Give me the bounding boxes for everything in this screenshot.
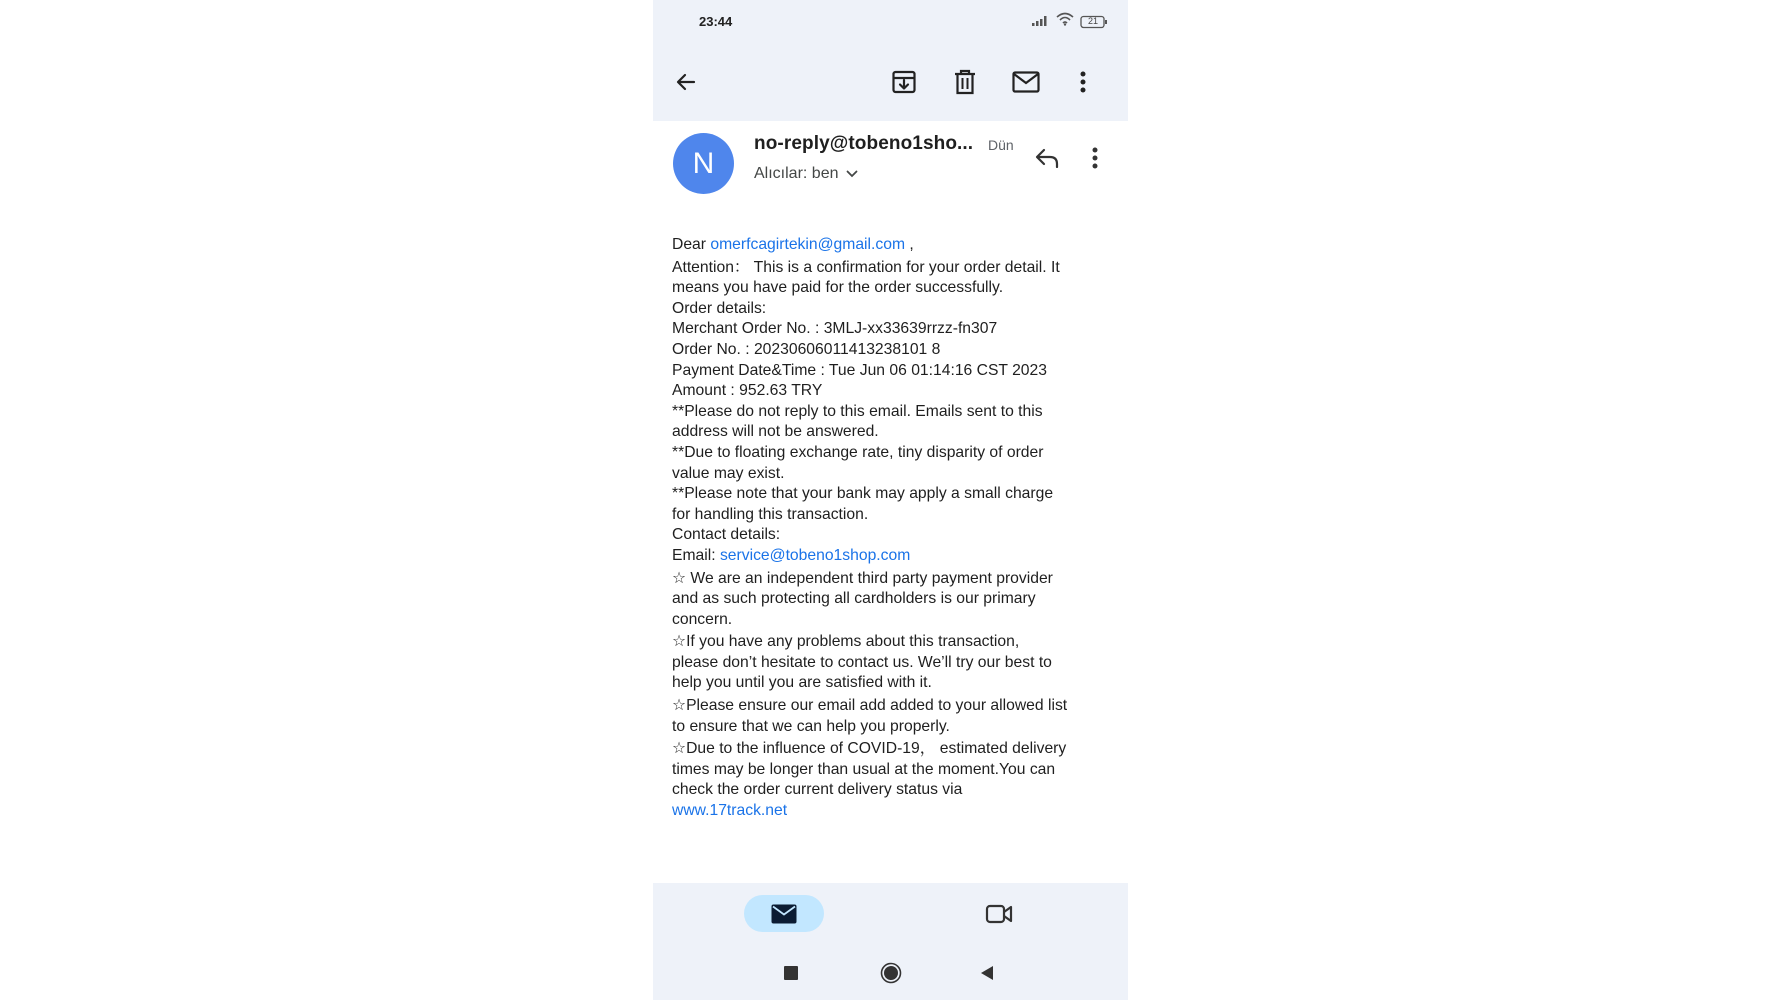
merchant-order-no: Merchant Order No. : 3MLJ-xx33639rrzz-fn307 xyxy=(672,320,998,338)
contact-email-line xyxy=(672,546,1117,567)
note-1a: **Please do not reply to this email. Emails sent to this xyxy=(672,402,1043,420)
reply-icon xyxy=(1035,148,1059,168)
greeting-prefix: Dear xyxy=(672,236,711,253)
star-1c: concern. xyxy=(672,610,733,628)
star-1a: ☆ We are an independent third party payment provider xyxy=(672,569,1053,587)
note-2b: value may exist. xyxy=(672,464,785,482)
status-icons xyxy=(1032,12,1108,31)
back-arrow-icon xyxy=(674,70,698,94)
contact-email-link[interactable]: service@tobeno1shop.com xyxy=(719,546,911,564)
more-options-button[interactable] xyxy=(1067,66,1099,98)
recipients-label: Alıcılar: ben xyxy=(754,165,839,182)
star-2a: ☆If you have any problems about this transaction, xyxy=(672,633,1020,651)
order-details-label: Order details: xyxy=(672,299,767,317)
star-1b: and as such protecting all cardholders is our primary xyxy=(672,590,1036,608)
phone-screen xyxy=(653,0,1128,1000)
star-4c: check the order current delivery status via xyxy=(672,781,963,799)
star-2b: please don’t hesitate to contact us. We’ll try our best to xyxy=(672,653,1052,671)
note-1b: address will not be answered. xyxy=(672,423,879,441)
more-vert-icon xyxy=(1079,70,1087,94)
payment-datetime: Payment Date&Time : Tue Jun 06 01:14:16 CST 2023 xyxy=(672,361,1047,379)
battery-icon xyxy=(1080,15,1108,29)
tracking-link[interactable]: www.17track.net xyxy=(672,802,788,820)
email-toolbar xyxy=(653,44,1128,121)
reply-button[interactable] xyxy=(1031,142,1063,174)
recent-apps-button[interactable] xyxy=(779,961,803,985)
note-3a: **Please note that your bank may apply a small charge xyxy=(672,485,1054,503)
star-3b: to ensure that we can help you properly. xyxy=(672,717,950,735)
back-icon xyxy=(980,965,994,981)
video-icon xyxy=(985,903,1013,925)
note-3b: for handling this transaction. xyxy=(672,505,869,523)
greeting-suffix: , xyxy=(905,236,914,253)
star-3a: ☆Please ensure our email add added to your allowed list xyxy=(672,697,1068,715)
contact-label: Contact details: xyxy=(672,526,781,544)
system-back-button[interactable] xyxy=(975,961,999,985)
status-bar xyxy=(653,0,1128,44)
status-time: 23:44 xyxy=(699,14,733,29)
archive-icon xyxy=(891,69,917,95)
avatar[interactable] xyxy=(673,133,734,194)
recipients-toggle[interactable] xyxy=(754,165,858,183)
wifi-icon xyxy=(1056,12,1074,31)
order-no: Order No. : 20230606011413238101 8 xyxy=(672,340,941,358)
attention-line-1: Attention： This is a confirmation for your order detail. It xyxy=(672,258,1060,276)
star-4b: times may be longer than usual at the moment.You can xyxy=(672,760,1056,778)
mark-unread-button[interactable] xyxy=(1010,66,1042,98)
email-label: Email: xyxy=(672,546,720,564)
message-more-button[interactable] xyxy=(1083,142,1107,174)
star-4a: ☆Due to the influence of COVID-19， estimated delivery xyxy=(672,740,1067,758)
back-button[interactable] xyxy=(670,66,702,98)
recipient-email-link[interactable]: omerfcagirtekin@gmail.com xyxy=(710,236,906,253)
bottom-nav xyxy=(653,883,1128,945)
star-2c: help you until you are satisfied with it. xyxy=(672,674,932,692)
battery-level: 21 xyxy=(1087,15,1098,26)
chevron-down-icon xyxy=(846,170,858,178)
email-date: Dün xyxy=(988,137,1014,153)
attention-line-2: means you have paid for the order successfully. xyxy=(672,279,1004,297)
avatar-letter: N xyxy=(692,146,715,180)
sender-name[interactable]: no-reply@tobeno1sho... xyxy=(754,133,974,154)
mail-icon xyxy=(1012,71,1040,93)
amount: Amount : 952.63 TRY xyxy=(672,382,823,400)
nav-meet-tab[interactable] xyxy=(979,895,1019,932)
trash-icon xyxy=(953,69,977,95)
email-header xyxy=(653,121,1128,221)
home-button[interactable] xyxy=(879,961,903,985)
delete-button[interactable] xyxy=(949,66,981,98)
recent-apps-icon xyxy=(784,966,798,980)
nav-mail-tab[interactable] xyxy=(744,895,824,932)
signal-icon xyxy=(1032,13,1050,31)
note-2a: **Due to floating exchange rate, tiny disparity of order xyxy=(672,443,1044,461)
greeting xyxy=(672,235,1117,256)
system-nav-bar xyxy=(653,945,1128,1000)
more-vert-icon xyxy=(1091,146,1099,170)
mail-icon xyxy=(771,904,797,924)
email-body xyxy=(672,235,1117,822)
archive-button[interactable] xyxy=(888,66,920,98)
home-icon xyxy=(880,962,902,984)
